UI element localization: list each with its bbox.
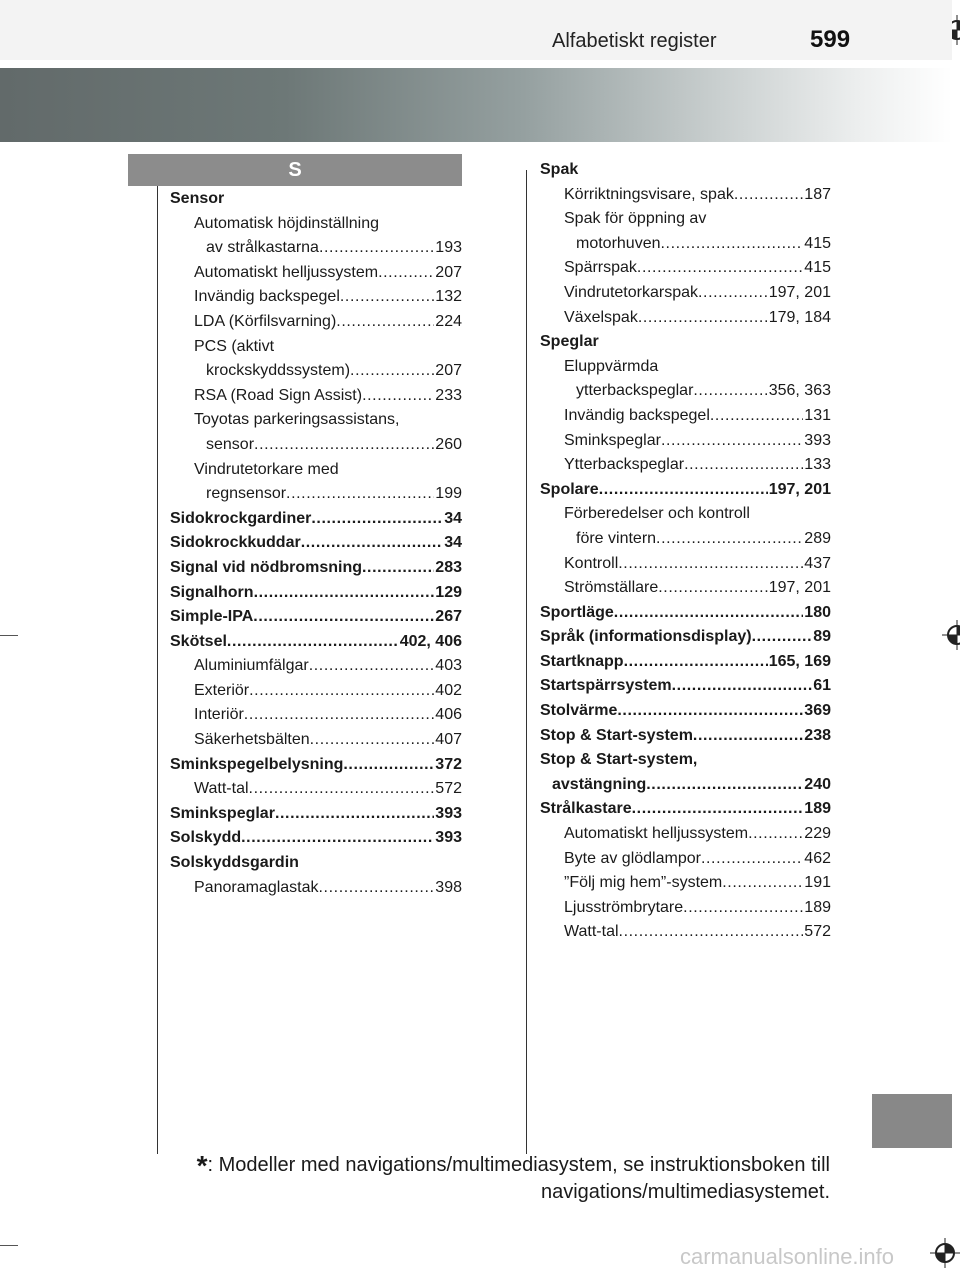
index-entry-page: 267 <box>435 608 462 626</box>
index-entry <box>170 826 462 851</box>
index-entry-page: 398 <box>435 878 462 896</box>
index-entry <box>540 183 831 208</box>
index-entry <box>540 306 831 331</box>
index-entry-term: Sminkspegelbelysning <box>170 755 344 773</box>
index-entry-term: Startknapp <box>540 652 624 670</box>
index-entry-page: 133 <box>804 456 831 474</box>
dot-leader <box>379 212 461 237</box>
index-entry <box>540 797 831 822</box>
index-entry-page: 437 <box>804 554 831 572</box>
index-entry-page: 369 <box>804 702 831 720</box>
footnote <box>197 1152 830 1206</box>
index-entry-term: Sportläge <box>540 603 614 621</box>
index-entry-page: 207 <box>435 263 462 281</box>
index-entry-term: Automatiskt helljussystem <box>564 825 749 843</box>
index-entry-page: 415 <box>804 234 831 252</box>
index-entry-page: 229 <box>804 825 831 843</box>
dot-leader <box>311 507 443 532</box>
dot-leader <box>646 773 803 798</box>
dot-leader <box>254 433 434 458</box>
index-entry <box>540 478 831 503</box>
dot-leader <box>656 527 803 552</box>
index-entry-page: 406 <box>435 706 462 724</box>
dot-leader <box>309 654 435 679</box>
index-entry-term: Interiör <box>194 706 244 724</box>
dot-leader <box>399 408 461 433</box>
index-entry-term: Spärrspak <box>564 259 637 277</box>
index-entry-page: 572 <box>804 923 831 941</box>
index-entry-page: 207 <box>435 362 462 380</box>
index-entry-term: Automatisk höjdinställning <box>194 214 379 232</box>
index-entry-page: 403 <box>435 657 462 675</box>
index-entry <box>170 359 462 384</box>
index-entry-page: 462 <box>804 849 831 867</box>
left-column-rule <box>157 186 158 1154</box>
index-entry-page: 238 <box>804 726 831 744</box>
index-entry-page: 165, 169 <box>768 652 831 670</box>
index-entry-page <box>461 335 462 360</box>
index-entry <box>540 232 831 257</box>
index-entry-page <box>830 355 831 380</box>
index-entry-term: Vindrutetorkare med <box>194 460 339 478</box>
index-entry-term: Speglar <box>540 333 599 351</box>
index-entry-term: Sminkspeglar <box>564 431 661 449</box>
index-entry-term: Simple-IPA <box>170 608 254 626</box>
index-entry-page: 415 <box>804 259 831 277</box>
crop-mark-mid-left <box>0 635 18 636</box>
index-entry <box>170 703 462 728</box>
dot-leader <box>339 458 461 483</box>
index-entry <box>540 822 831 847</box>
index-entry <box>540 724 831 749</box>
index-entry <box>170 507 462 532</box>
index-entry <box>170 531 462 556</box>
footnote-line-2: navigations/multimediasystemet. <box>540 1181 830 1203</box>
index-entry <box>540 847 831 872</box>
index-entry-page: 393 <box>435 804 462 822</box>
index-entry <box>540 601 831 626</box>
index-entry-page: 233 <box>435 386 462 404</box>
index-entry-page: 240 <box>804 775 831 793</box>
index-entry-page: 356, 363 <box>768 382 831 400</box>
index-entry <box>170 285 462 310</box>
index-entry <box>540 699 831 724</box>
index-entry-term: av strålkastarna <box>206 239 319 257</box>
dot-leader <box>319 236 434 261</box>
index-entry-page: 393 <box>435 829 462 847</box>
dot-leader <box>619 920 804 945</box>
dot-leader <box>683 896 803 921</box>
dot-leader <box>661 429 803 454</box>
index-entry-page: 179, 184 <box>768 308 831 326</box>
index-entry-term: Ytterbackspeglar <box>564 456 685 474</box>
index-entry-page: 34 <box>444 509 462 527</box>
index-entry-term: Stolvärme <box>540 702 618 720</box>
index-entry-term: Skötsel <box>170 632 227 650</box>
index-entry <box>540 625 831 650</box>
index-entry <box>170 310 462 335</box>
index-entry-term: Invändig backspegel <box>564 406 710 424</box>
index-entry-term: Automatiskt helljussystem <box>194 263 379 281</box>
index-entry <box>540 207 831 232</box>
dot-leader <box>244 703 435 728</box>
index-entry-term: Sminkspeglar <box>170 804 275 822</box>
footnote-line-1 <box>197 1152 830 1179</box>
dot-leader <box>698 281 768 306</box>
index-entry <box>170 654 462 679</box>
index-entry-page: 191 <box>804 874 831 892</box>
dot-leader <box>618 552 803 577</box>
index-entry-term: Sensor <box>170 190 225 207</box>
header-banner <box>0 68 952 142</box>
footnote-marker: * <box>196 1150 208 1181</box>
index-entry <box>540 773 831 798</box>
index-entry-term: ytterbackspeglar <box>576 382 694 400</box>
dot-leader <box>614 601 804 626</box>
index-entry <box>170 777 462 802</box>
index-entry-page: 199 <box>435 485 462 503</box>
index-entry-term: Vindrutetorkarspak <box>564 283 698 301</box>
index-entry <box>540 429 831 454</box>
index-entry-term: Språk (informationsdisplay) <box>540 628 752 646</box>
index-entry-term: Ljusströmbrytare <box>564 898 684 916</box>
registration-mark-icon <box>930 1238 960 1268</box>
index-entry-term: LDA (Körfilsvarning) <box>194 312 337 330</box>
registration-mark-icon <box>942 620 960 650</box>
index-entry-page: 131 <box>804 406 831 424</box>
index-entry <box>540 502 831 527</box>
dot-leader <box>241 826 434 851</box>
index-entry-term: Strömställare <box>564 579 659 597</box>
section-letter-bar <box>128 154 462 186</box>
index-entry-term: avstängning <box>552 775 647 793</box>
crop-mark-bottom-left <box>0 1245 18 1246</box>
index-entry <box>170 851 462 876</box>
dot-leader <box>637 256 803 281</box>
index-entry-term: Förberedelser och kontroll <box>564 505 750 523</box>
dot-leader <box>249 679 434 704</box>
index-entry <box>540 379 831 404</box>
index-entry-term: motorhuven <box>576 234 661 252</box>
dot-leader <box>752 625 813 650</box>
index-entry <box>540 920 831 945</box>
dot-leader <box>340 285 434 310</box>
index-entry-term: före vintern <box>576 529 657 547</box>
index-entry <box>540 158 831 183</box>
dot-leader <box>275 802 434 827</box>
dot-leader <box>578 158 830 183</box>
dot-leader <box>350 359 434 384</box>
index-entry-term: Eluppvärmda <box>564 357 659 375</box>
index-entry <box>170 236 462 261</box>
index-entry-page: 289 <box>804 529 831 547</box>
index-entry-term: Strålkastare <box>540 800 632 818</box>
dot-leader <box>599 330 830 355</box>
dot-leader <box>362 556 434 581</box>
dot-leader <box>748 822 803 847</box>
index-entry-term: Sidokrockgardiner <box>170 509 312 527</box>
section-tab <box>872 1094 952 1148</box>
index-entry-term: Startspärrsystem <box>540 677 672 695</box>
dot-leader <box>661 232 804 257</box>
index-entry-term: Stop & Start-system, <box>540 751 698 769</box>
index-entry-page: 224 <box>435 312 462 330</box>
index-entry-term: Invändig backspegel <box>194 288 340 306</box>
index-entry-page: 129 <box>435 583 462 601</box>
dot-leader <box>734 183 803 208</box>
index-entry <box>540 281 831 306</box>
index-entry <box>540 871 831 896</box>
index-entry <box>540 552 831 577</box>
index-entry-page <box>830 207 831 232</box>
index-entry-page <box>461 408 462 433</box>
index-entry-page: 407 <box>435 731 462 749</box>
index-entry-term: RSA (Road Sign Assist) <box>194 386 363 404</box>
footnote-text-1: : Modeller med navigations/multimediasystem, se instruktionsboken till <box>207 1154 830 1176</box>
index-entry-term: Säkerhetsbälten <box>194 731 310 749</box>
index-entry <box>170 556 462 581</box>
index-entry <box>170 433 462 458</box>
dot-leader <box>693 379 767 404</box>
index-entry-term: Solskyddsgardin <box>170 854 299 872</box>
index-entry-page: 89 <box>813 628 831 646</box>
dot-leader <box>286 482 434 507</box>
index-entry <box>170 679 462 704</box>
index-entry-page: 189 <box>804 800 831 818</box>
index-entry-page: 180 <box>804 603 831 621</box>
dot-leader <box>750 502 830 527</box>
index-entry-term: Toyotas parkeringsassistans, <box>194 411 400 429</box>
index-entry <box>540 527 831 552</box>
index-entry <box>540 330 831 355</box>
dot-leader <box>617 699 803 724</box>
page-number: 599 <box>810 26 851 53</box>
index-entry-term: Spak <box>540 161 579 178</box>
index-entry <box>540 896 831 921</box>
index-entry-page: 61 <box>813 677 831 695</box>
dot-leader <box>299 851 461 876</box>
index-entry <box>540 355 831 380</box>
index-entry <box>170 212 462 237</box>
dot-leader <box>362 384 434 409</box>
dot-leader <box>224 187 461 212</box>
dot-leader <box>301 531 444 556</box>
index-entry-page <box>830 748 831 773</box>
dot-leader <box>319 876 435 901</box>
index-entry-page: 372 <box>435 755 462 773</box>
index-entry-page: 197, 201 <box>768 480 831 498</box>
dot-leader <box>710 404 803 429</box>
index-entry <box>170 581 462 606</box>
index-entry <box>540 404 831 429</box>
dot-leader <box>624 650 768 675</box>
index-entry-term: regnsensor <box>206 485 287 503</box>
index-entry-term: Watt-tal <box>564 923 619 941</box>
index-entry <box>540 576 831 601</box>
dot-leader <box>684 453 803 478</box>
index-entry-term: Körriktningsvisare, spak <box>564 185 734 203</box>
index-entry-page: 260 <box>435 435 462 453</box>
dot-leader <box>706 207 830 232</box>
index-entry <box>540 748 831 773</box>
index-entry <box>170 802 462 827</box>
index-entry-page: 193 <box>435 239 462 257</box>
index-entry-term: Stop & Start-system <box>540 726 693 744</box>
index-entry-term: PCS (aktivt <box>194 337 275 355</box>
index-entry <box>170 384 462 409</box>
dot-leader <box>599 478 768 503</box>
index-entry-term: Watt-tal <box>194 780 249 798</box>
index-entry <box>170 408 462 433</box>
index-entry-term: Sidokrockkuddar <box>170 534 301 552</box>
index-entry-page <box>461 212 462 237</box>
index-entry-page: 197, 201 <box>768 283 831 301</box>
index-entry <box>170 876 462 901</box>
index-entry-page <box>830 158 831 183</box>
page-title: Alfabetiskt register <box>552 30 717 52</box>
dot-leader <box>658 355 830 380</box>
dot-leader <box>378 261 434 286</box>
index-entry-page: 572 <box>435 780 462 798</box>
index-entry-term: Signal vid nödbromsning <box>170 558 362 576</box>
index-entry-page: 197, 201 <box>768 579 831 597</box>
dot-leader <box>254 581 435 606</box>
index-entry <box>170 458 462 483</box>
dot-leader <box>310 728 435 753</box>
index-entry-page <box>461 851 462 876</box>
index-entry-page: 187 <box>804 185 831 203</box>
index-entry <box>170 630 462 655</box>
index-entry <box>540 650 831 675</box>
index-entry <box>540 256 831 281</box>
index-entry-term: Spak för öppning av <box>564 210 707 228</box>
index-entry-term: sensor <box>206 435 255 453</box>
index-entry-term: Spolare <box>540 480 599 498</box>
dot-leader <box>638 306 768 331</box>
index-entry-term: Aluminiumfälgar <box>194 657 309 675</box>
dot-leader <box>632 797 804 822</box>
dot-leader <box>697 748 830 773</box>
index-entry-term: Panoramaglastak <box>194 878 319 896</box>
index-column-right <box>540 158 831 945</box>
center-column-rule <box>526 170 527 1154</box>
index-entry-page: 402 <box>435 681 462 699</box>
index-entry-term: Signalhorn <box>170 583 254 601</box>
index-entry-term: Växelspak <box>564 308 638 326</box>
dot-leader <box>227 630 399 655</box>
index-entry-term: Solskydd <box>170 829 242 847</box>
index-entry <box>170 753 462 778</box>
dot-leader <box>253 605 434 630</box>
dot-leader <box>274 335 461 360</box>
dot-leader <box>701 847 803 872</box>
index-entry-page: 393 <box>804 431 831 449</box>
index-entry-term: Exteriör <box>194 681 250 699</box>
index-entry <box>170 261 462 286</box>
watermark: carmanualsonline.info <box>680 1244 895 1269</box>
index-entry-term: Kontroll <box>564 554 619 572</box>
index-entry-page <box>461 187 462 212</box>
index-entry-page <box>461 458 462 483</box>
index-entry <box>170 335 462 360</box>
index-entry-term: krockskyddssystem) <box>206 362 351 380</box>
index-column-left <box>170 187 462 900</box>
index-entry <box>540 453 831 478</box>
index-entry <box>540 674 831 699</box>
index-entry-page <box>830 330 831 355</box>
index-entry <box>170 187 462 212</box>
dot-leader <box>658 576 767 601</box>
index-entry-page: 402, 406 <box>399 632 462 650</box>
index-entry-page <box>830 502 831 527</box>
dot-leader <box>672 674 813 699</box>
index-entry-page: 34 <box>444 534 462 552</box>
index-entry-term: ”Följ mig hem”-system <box>564 874 723 892</box>
dot-leader <box>249 777 435 802</box>
index-entry-term: Byte av glödlampor <box>564 849 701 867</box>
index-entry-page: 283 <box>435 558 462 576</box>
section-letter: S <box>288 158 302 181</box>
index-entry <box>170 482 462 507</box>
index-entry <box>170 728 462 753</box>
dot-leader <box>722 871 803 896</box>
index-entry <box>170 605 462 630</box>
index-entry-page: 189 <box>804 898 831 916</box>
dot-leader <box>336 310 434 335</box>
index-entry-page: 132 <box>435 288 462 306</box>
dot-leader <box>343 753 434 778</box>
dot-leader <box>693 724 803 749</box>
